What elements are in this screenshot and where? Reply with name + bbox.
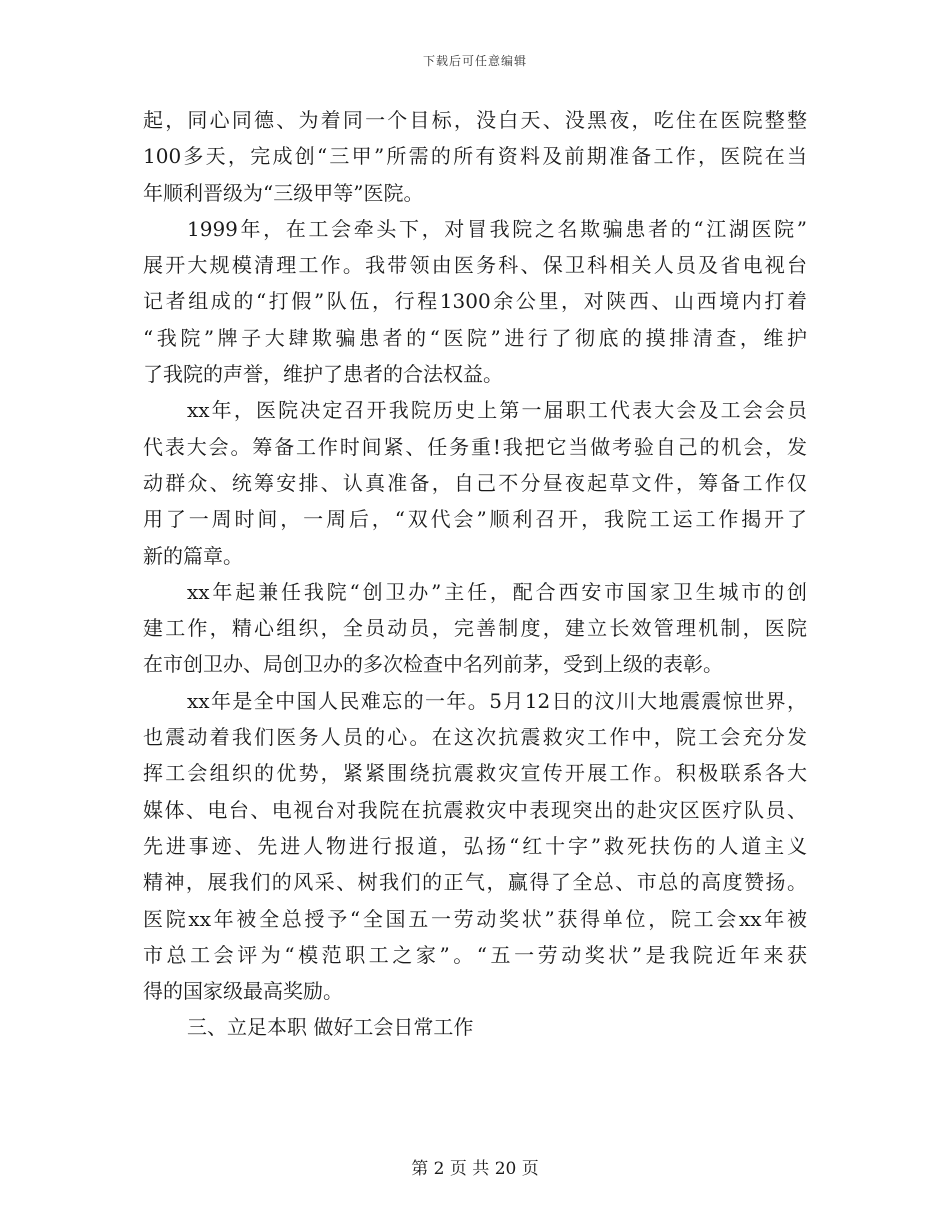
body-line: 在市创卫办、局创卫办的多次检查中名列前茅，受到上级的表彰。 [143, 652, 723, 677]
section-heading: 三、立足本职 做好工会日常工作 [187, 1015, 474, 1040]
body-line: 得的国家级最高奖励。 [143, 979, 343, 1004]
body-line: 代表大会。筹备工作时间紧、任务重!我把它当做考验自己的机会，发 [143, 434, 807, 459]
body-line: xx年起兼任我院“创卫办”主任，配合西安市国家卫生城市的创 [187, 579, 807, 604]
body-line: 新的篇章。 [143, 543, 243, 568]
body-line: 100多天，完成创“三甲”所需的所有资料及前期准备工作，医院在当 [143, 144, 807, 169]
body-line: 起，同心同德、为着同一个目标，没白天、没黑夜，吃住在医院整整 [143, 108, 807, 132]
body-line: 建工作，精心组织，全员动员，完善制度，建立长效管理机制，医院 [143, 616, 807, 641]
body-line: “我院”牌子大肆欺骗患者的“医院”进行了彻底的摸排清查，维护 [143, 325, 807, 350]
body-line: 动群众、统筹安排、认真准备，自己不分昼夜起草文件，筹备工作仅 [143, 470, 807, 495]
body-line: 用了一周时间，一周后，“双代会”顺利召开，我院工运工作揭开了 [143, 507, 807, 532]
body-line: 先进事迹、先进人物进行报道，弘扬“红十字”救死扶伤的人道主义 [143, 833, 807, 858]
body-line: 精神，展我们的风采、树我们的正气，赢得了全总、市总的高度赞扬。 [143, 870, 807, 895]
body-line: xx年，医院决定召开我院历史上第一届职工代表大会及工会会员 [187, 398, 807, 423]
body-line: 医院xx年被全总授予“全国五一劳动奖状”获得单位，院工会xx年被 [143, 906, 807, 931]
body-line: 媒体、电台、电视台对我院在抗震救灾中表现突出的赴灾区医疗队员、 [143, 797, 807, 822]
body-line: 市总工会评为“模范职工之家”。“五一劳动奖状”是我院近年来获 [143, 942, 807, 967]
body-line: 展开大规模清理工作。我带领由医务科、保卫科相关人员及省电视台 [143, 253, 807, 278]
body-line: 记者组成的“打假”队伍，行程1300余公里，对陕西、山西境内打着 [143, 289, 807, 314]
page-number: 第 2 页 共 20 页 [411, 1159, 539, 1179]
page-header-note: 下载后可任意编辑 [422, 54, 527, 68]
document-body [143, 102, 807, 1046]
body-line: 也震动着我们医务人员的心。在这次抗震救灾工作中，院工会充分发 [143, 725, 807, 750]
body-line: 年顺利晋级为“三级甲等”医院。 [143, 180, 424, 205]
body-line: 1999年，在工会牵头下，对冒我院之名欺骗患者的“江湖医院” [187, 216, 807, 241]
body-line: 挥工会组织的优势，紧紧围绕抗震救灾宣传开展工作。积极联系各大 [143, 761, 807, 786]
body-line: 了我院的声誉，维护了患者的合法权益。 [143, 362, 503, 387]
body-line: xx年是全中国人民难忘的一年。5月12日的汶川大地震震惊世界， [187, 688, 807, 713]
